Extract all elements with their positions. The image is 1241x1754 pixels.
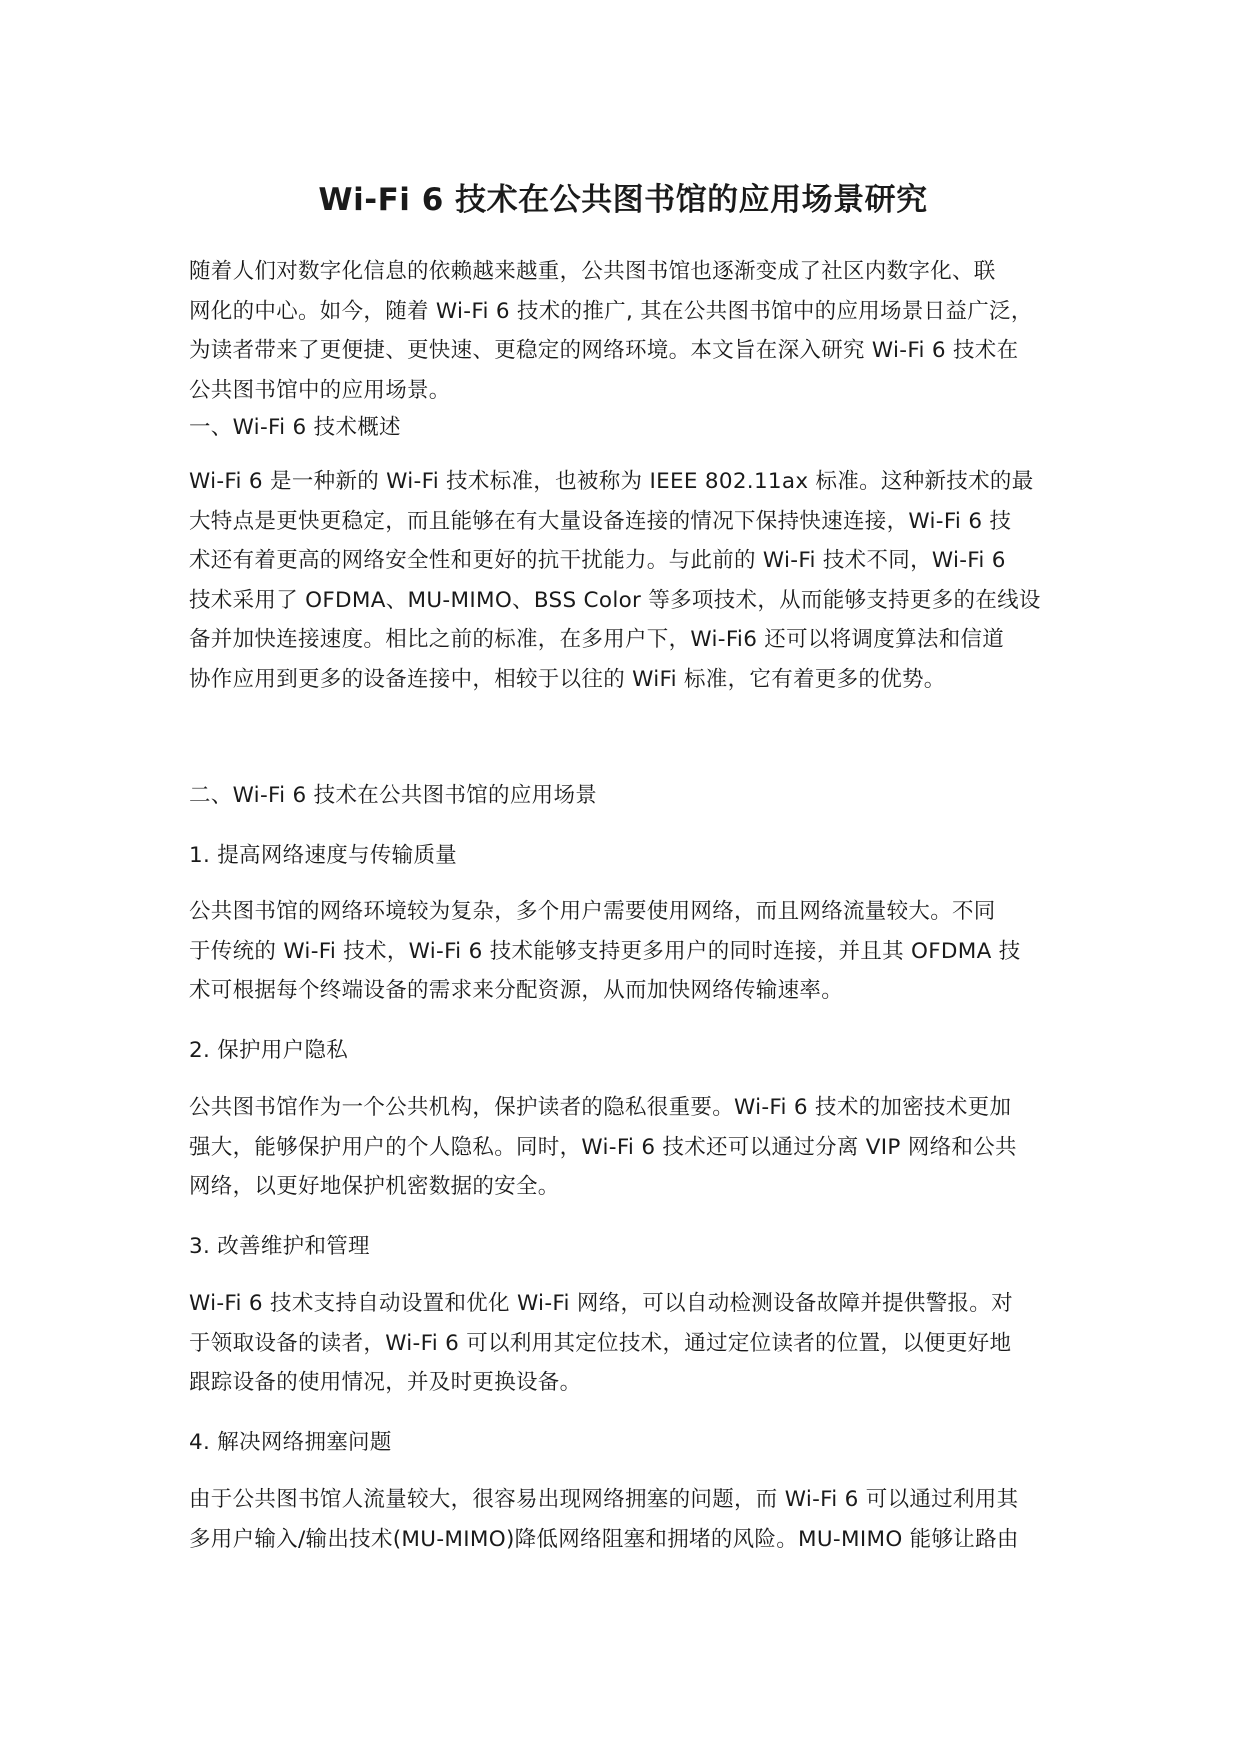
text-line: 于领取设备的读者，Wi-Fi 6 可以利用其定位技术，通过定位读者的位置，以便更好地: [189, 1330, 1012, 1356]
text-line: 术还有着更高的网络安全性和更好的抗干扰能力。与此前的 Wi-Fi 技术不同，Wi-Fi 6: [189, 548, 1006, 573]
text-line: 随着人们对数字化信息的依赖越来越重，公共图书馆也逐渐变成了社区内数字化、联: [189, 259, 996, 284]
text-line: 备并加快连接速度。相比之前的标准，在多用户下，Wi-Fi6 还可以将调度算法和信道: [189, 627, 1005, 652]
text-line: 于传统的 Wi-Fi 技术，Wi-Fi 6 技术能够支持更多用户的同时连接，并且其 OFDMA 技: [189, 938, 1021, 964]
text-line: 技术采用了 OFDMA、MU-MIMO、BSS Color 等多项技术，从而能够支持更多的在线设: [189, 587, 1041, 613]
text-line: 强大，能够保护用户的个人隐私。同时，Wi-Fi 6 技术还可以通过分离 VIP 网络和公共: [189, 1134, 1017, 1160]
subheading-congestion: 4. 解决网络拥塞问题: [189, 1430, 392, 1455]
text-line: 公共图书馆作为一个公共机构，保护读者的隐私很重要。Wi-Fi 6 技术的加密技术更加: [189, 1095, 1012, 1120]
overview-paragraph: [189, 462, 1057, 699]
speed-paragraph: [189, 892, 1057, 1011]
text-line: Wi-Fi 6 技术支持自动设置和优化 Wi-Fi 网络，可以自动检测设备故障并提供警报。对: [189, 1291, 1013, 1316]
subheading-speed: 1. 提高网络速度与传输质量: [189, 843, 458, 868]
text-line: 为读者带来了更便捷、更快速、更稳定的网络环境。本文旨在深入研究 Wi-Fi 6 技术在: [189, 338, 1019, 363]
text-line: 公共图书馆的网络环境较为复杂，多个用户需要使用网络，而且网络流量较大。不同: [189, 899, 996, 924]
subheading-privacy: 2. 保护用户隐私: [189, 1038, 349, 1063]
text-line: 大特点是更快更稳定，而且能够在有大量设备连接的情况下保持快速连接，Wi-Fi 6 技: [189, 508, 1012, 534]
section-heading-overview: 一、Wi-Fi 6 技术概述: [189, 415, 401, 440]
text-line: 公共图书馆中的应用场景。: [189, 377, 451, 403]
congestion-paragraph: [189, 1480, 1057, 1559]
privacy-paragraph: [189, 1088, 1057, 1207]
intro-paragraph: [189, 252, 1057, 410]
section-heading-applications: 二、Wi-Fi 6 技术在公共图书馆的应用场景: [189, 783, 598, 808]
text-line: 术可根据每个终端设备的需求来分配资源，从而加快网络传输速率。: [189, 978, 844, 1003]
text-line: 网络，以更好地保护机密数据的安全。: [189, 1174, 560, 1199]
text-line: 由于公共图书馆人流量较大，很容易出现网络拥塞的问题，而 Wi-Fi 6 可以通过利用其: [189, 1487, 1019, 1512]
maintenance-paragraph: [189, 1284, 1057, 1403]
text-line: 网化的中心。如今，随着 Wi-Fi 6 技术的推广, 其在公共图书馆中的应用场景日益广泛，: [189, 298, 1033, 324]
text-line: 多用户输入/输出技术(MU-MIMO)降低网络阻塞和拥堵的风险。MU-MIMO 能够让路由: [189, 1526, 1019, 1552]
text-line: 协作应用到更多的设备连接中，相较于以往的 WiFi 标准，它有着更多的优势。: [189, 666, 946, 692]
subheading-maintenance: 3. 改善维护和管理: [189, 1234, 370, 1259]
text-line: 跟踪设备的使用情况，并及时更换设备。: [189, 1370, 582, 1395]
text-line: Wi-Fi 6 是一种新的 Wi-Fi 技术标准，也被称为 IEEE 802.11ax 标准。这种新技术的最: [189, 469, 1034, 494]
document-title: Wi-Fi 6 技术在公共图书馆的应用场景研究: [318, 182, 928, 218]
